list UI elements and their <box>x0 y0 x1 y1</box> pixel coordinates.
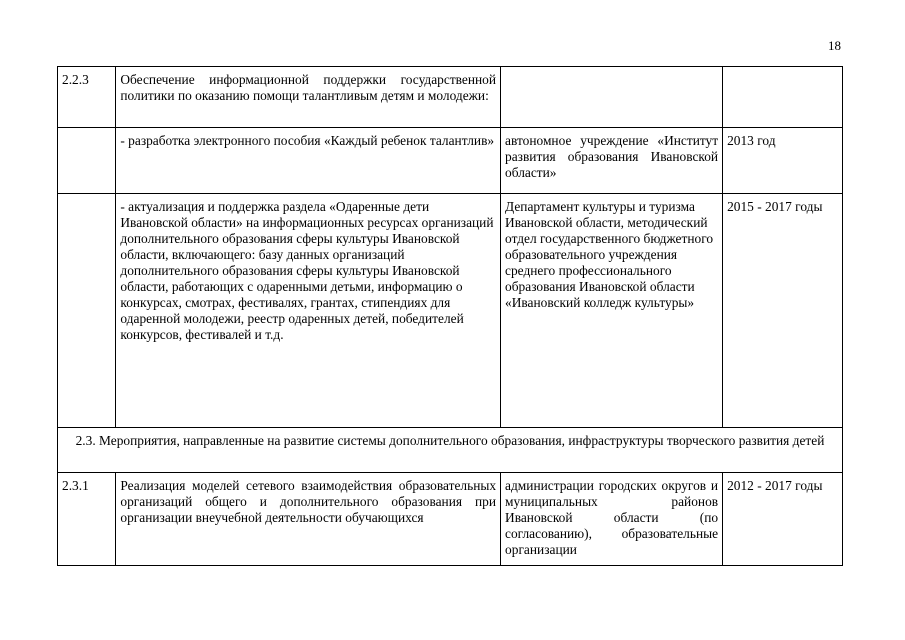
period-cell: 2015 - 2017 годы <box>723 194 843 428</box>
row-number <box>58 128 116 194</box>
activity-cell: Обеспечение информационной поддержки государственной политики по оказанию помощи талантливым детям и молодежи: <box>116 67 501 128</box>
table-row <box>58 194 843 428</box>
activity-cell: - разработка электронного пособия «Каждый ребенок талантлив» <box>116 128 501 194</box>
activity-cell <box>116 194 501 428</box>
section-title: 2.3. Мероприятия, направленные на развитие системы дополнительного образования, инфраструктуры творческого развития детей <box>58 428 843 473</box>
executor-paragraph: бюджетного образовательного учреждения среднего профессионального образования Ивановской <box>505 231 714 294</box>
activity-paragraph: реестр одаренных детей, победителей конкурсов, фестивалей и т.д. <box>120 311 464 342</box>
activities-table <box>57 66 843 566</box>
period-cell: 2013 год <box>723 128 843 194</box>
table-row <box>58 473 843 566</box>
activity-paragraph: базу данных организаций дополнительного образования сферы культуры Ивановской области, работающих с одаренными детьми, <box>120 247 460 294</box>
period-cell: 2012 - 2017 годы <box>723 473 843 566</box>
row-number: 2.2.3 <box>58 67 116 128</box>
activity-paragraph: - актуализация и поддержка раздела «Одаренные дети Ивановской области» на информационных ресурсах организаций дополнительного образования сферы культуры Ивановской области, включающего: <box>120 199 494 262</box>
executor-cell: автономное учреждение «Институт развития образования Ивановской области» <box>501 128 723 194</box>
executor-cell <box>501 194 723 428</box>
table-row <box>58 128 843 194</box>
period-cell <box>723 67 843 128</box>
executor-cell: администрации городских округов и муниципальных районов Ивановской области (по согласованию), образовательные организации <box>501 473 723 566</box>
page-number: 18 <box>828 38 841 53</box>
row-number <box>58 194 116 428</box>
activity-cell: Реализация моделей сетевого взаимодействия образовательных организаций общего и дополнительного образования при организации внеучебной деятельности обучающихся <box>116 473 501 566</box>
executor-paragraph: Департамент культуры и туризма Ивановской области, методический отдел государственного <box>505 199 708 246</box>
executor-cell <box>501 67 723 128</box>
activity-paragraph: информацию о конкурсах, смотрах, фестивалях, грантах, стипендиях для одаренной молодежи, <box>120 279 463 326</box>
table-row <box>58 67 843 128</box>
executor-paragraph: области «Ивановский колледж культуры» <box>505 279 695 310</box>
section-row <box>58 428 843 473</box>
row-number: 2.3.1 <box>58 473 116 566</box>
